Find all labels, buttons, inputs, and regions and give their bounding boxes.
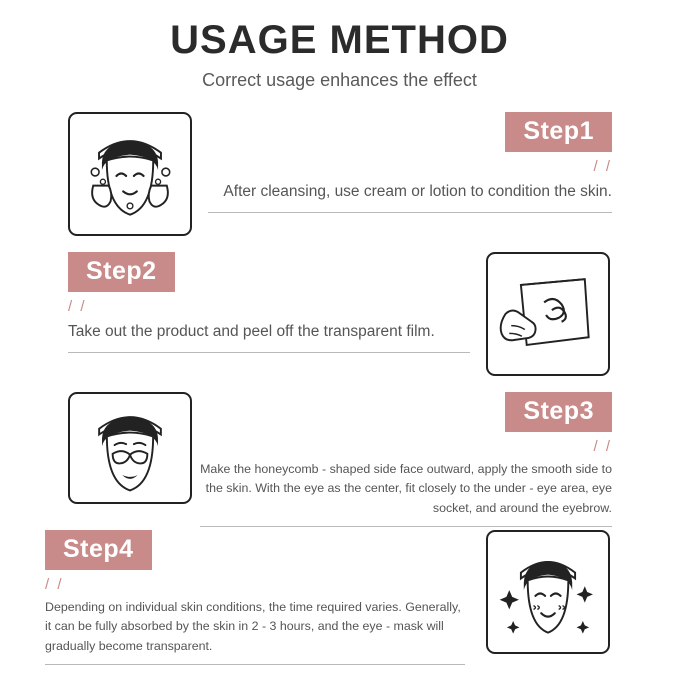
step3-text-block — [200, 392, 612, 527]
page-subtitle: Correct usage enhances the effect — [202, 70, 477, 90]
face-glowing-result-icon — [488, 532, 608, 652]
step1-badge: Step1 — [505, 112, 612, 152]
step4-divider — [45, 664, 465, 665]
step4-badge-wrap — [45, 530, 465, 570]
step2-divider — [68, 352, 470, 353]
step3-badge-wrap — [200, 392, 612, 432]
step2-text-block — [68, 252, 470, 353]
step3-description: Make the honeycomb - shaped side face outward, apply the smooth side to the skin. With the eye as the center, fit closely to the under - eye area, eye socket, and around the eyebrow. — [200, 462, 612, 515]
step4-illustration-frame — [486, 530, 610, 654]
step4-badge: Step4 — [45, 530, 152, 570]
step3-illustration-frame — [68, 392, 192, 504]
header — [0, 0, 679, 91]
step3-badge: Step3 — [505, 392, 612, 432]
step1-text-block — [208, 112, 612, 213]
step1-divider — [208, 212, 612, 213]
hand-holding-mask-pack-icon — [488, 254, 608, 374]
step4-text-block — [45, 530, 465, 665]
step3-divider — [200, 526, 612, 527]
step1-description: After cleansing, use cream or lotion to condition the skin. — [223, 183, 612, 201]
step4-description: Depending on individual skin conditions, the time required varies. Generally, it can be fully absorbed by the skin in 2 - 3 hours, and the eye - mask will gradually become transparent. — [45, 600, 461, 653]
step2-badge-wrap — [68, 252, 470, 292]
step1-badge-wrap — [208, 112, 612, 152]
step2-illustration-frame — [486, 252, 610, 376]
step2-description: Take out the product and peel off the transparent film. — [68, 323, 435, 341]
step1-slashes-decor: / / — [593, 158, 612, 176]
step3-slashes-decor: / / — [593, 438, 612, 456]
step2-slashes-decor: / / — [68, 298, 87, 316]
page-title: USAGE METHOD — [170, 18, 509, 62]
step2-badge: Step2 — [68, 252, 175, 292]
face-with-eye-patches-icon — [70, 394, 190, 502]
step4-slashes-decor: / / — [45, 576, 64, 594]
face-washing-icon — [70, 114, 190, 234]
step1-illustration-frame — [68, 112, 192, 236]
